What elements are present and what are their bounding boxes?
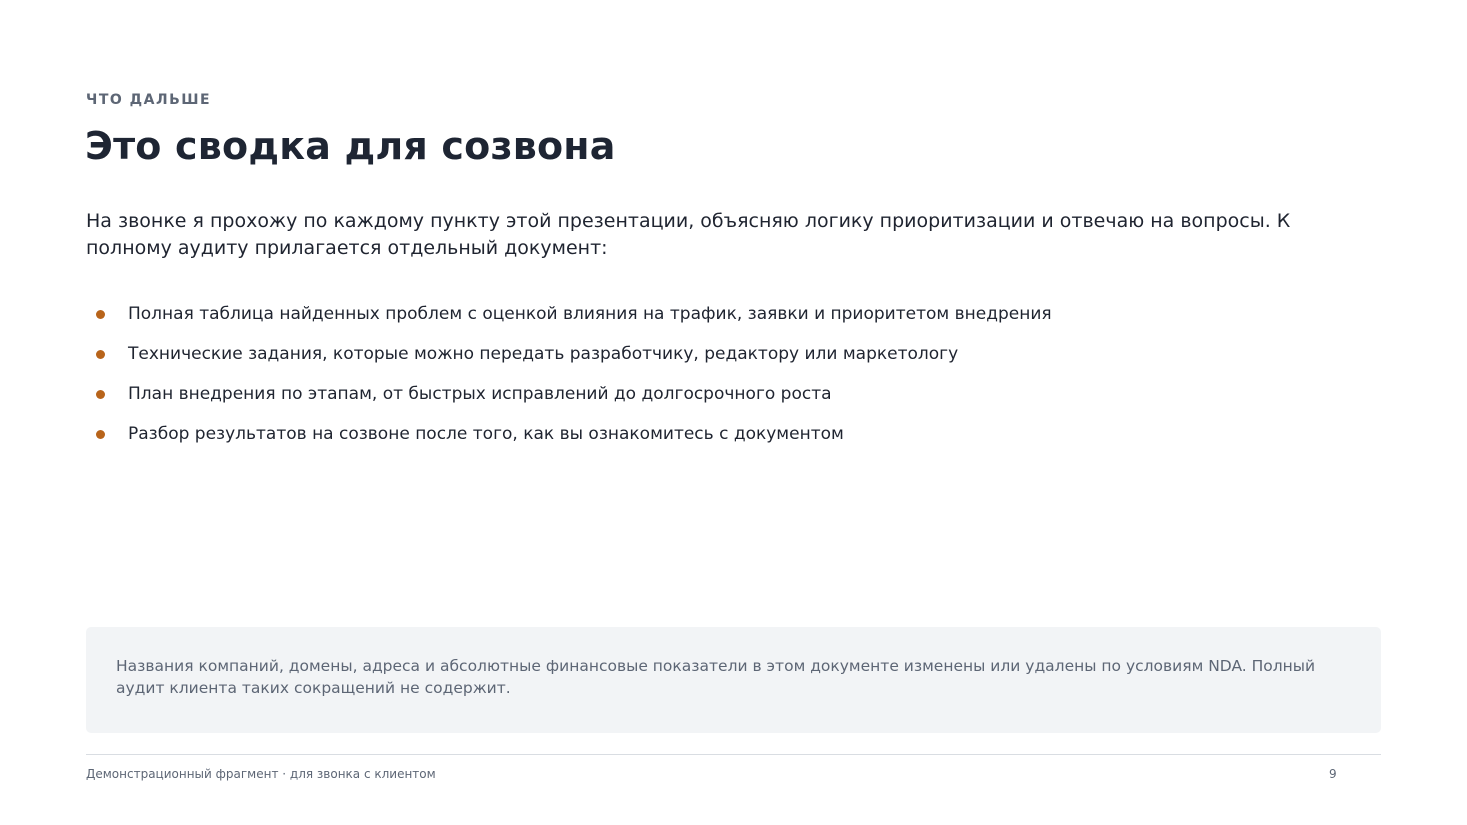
list-item bbox=[86, 420, 1376, 460]
nda-note-text: Названия компаний, домены, адреса и абсолютные финансовые показатели в этом документе изменены или удалены по условиям NDA. Полный аудит клиента таких сокращений не содержит. bbox=[116, 657, 1316, 697]
page-number: 9 bbox=[1329, 767, 1337, 781]
deliverables-list bbox=[86, 300, 1376, 460]
list-item-text: Разбор результатов на созвоне после того, как вы ознакомитесь с документом bbox=[128, 424, 844, 444]
slide-title: Это сводка для созвона bbox=[85, 124, 616, 168]
bullet-dot-icon bbox=[96, 390, 105, 399]
intro-paragraph: На звонке я прохожу по каждому пункту этой презентации, объясняю логику приоритизации и отвечаю на вопросы. К полному аудиту прилагается отдельный документ: bbox=[86, 210, 1291, 259]
bullet-dot-icon bbox=[96, 430, 105, 439]
list-item-text: План внедрения по этапам, от быстрых исправлений до долгосрочного роста bbox=[128, 384, 832, 404]
list-item bbox=[86, 300, 1376, 340]
section-eyebrow: ЧТО ДАЛЬШЕ bbox=[86, 92, 212, 108]
footer-label: Демонстрационный фрагмент · для звонка с клиентом bbox=[86, 767, 436, 781]
list-item-text: Технические задания, которые можно передать разработчику, редактору или маркетологу bbox=[128, 344, 959, 364]
list-item-text: Полная таблица найденных проблем с оценкой влияния на трафик, заявки и приоритетом внедрения bbox=[128, 304, 1052, 324]
nda-note-box bbox=[86, 627, 1381, 733]
list-item bbox=[86, 380, 1376, 420]
bullet-dot-icon bbox=[96, 310, 105, 319]
bullet-dot-icon bbox=[96, 350, 105, 359]
list-item bbox=[86, 340, 1376, 380]
footer-divider bbox=[86, 754, 1381, 755]
